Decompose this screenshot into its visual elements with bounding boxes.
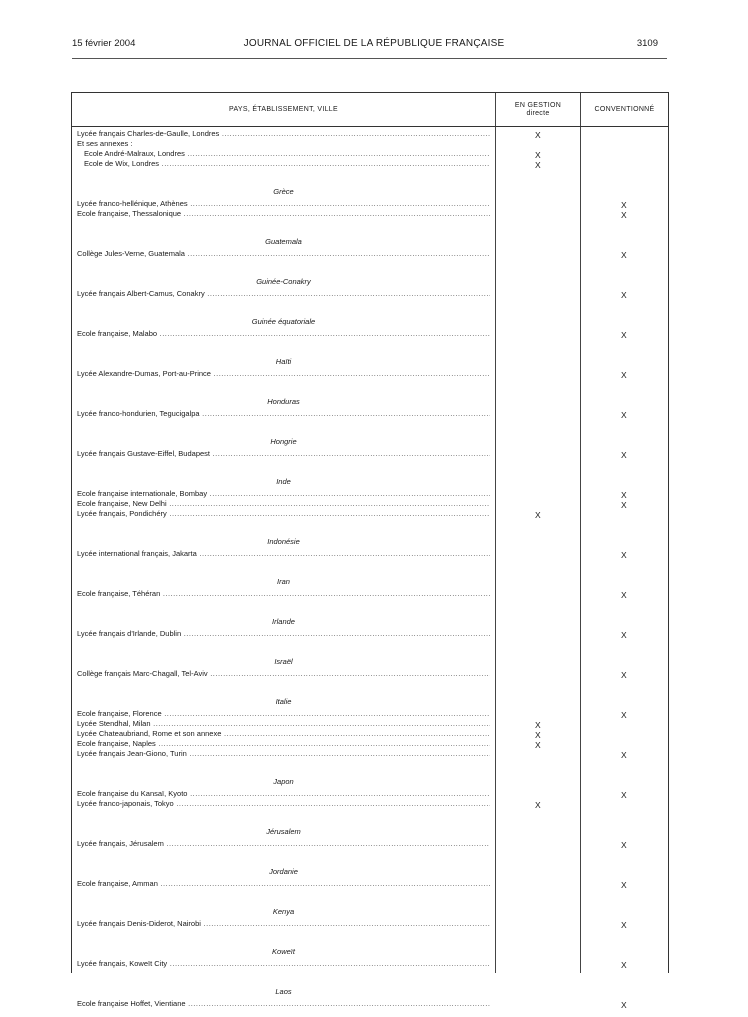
establishment-name: Ecole de Wix, Londres ..... <box>84 159 490 169</box>
conventionne-mark: X <box>621 750 627 760</box>
group-spacer <box>72 219 668 227</box>
conventionne-mark: X <box>621 410 627 420</box>
direct-management-mark: X <box>535 800 541 810</box>
table-row <box>72 799 668 809</box>
country-heading: Honduras <box>267 397 300 406</box>
group-spacer <box>72 639 668 647</box>
column-header-country: PAYS, ÉTABLISSEMENT, VILLE <box>229 106 338 113</box>
country-heading: Jordanie <box>269 867 298 876</box>
table-row <box>72 369 668 379</box>
table-row <box>72 149 668 159</box>
establishment-name: Lycée français Albert-Camus, Conakry ..... <box>77 289 490 299</box>
conventionne-mark: X <box>621 590 627 600</box>
group-spacer <box>72 599 668 607</box>
column-header-conventionne: CONVENTIONNÉ <box>594 106 655 113</box>
group-spacer <box>72 1009 668 1017</box>
group-spacer <box>72 559 668 567</box>
table-row <box>72 919 668 929</box>
group-spacer <box>72 419 668 427</box>
column-header-direct-line1: EN GESTION <box>514 101 562 109</box>
conventionne-mark: X <box>621 370 627 380</box>
direct-management-mark: X <box>535 730 541 740</box>
establishment-name: Lycée français, Pondichéry ..... <box>77 509 490 519</box>
establishment-name: Lycée Alexandre-Dumas, Port-au-Prince ..... <box>77 369 490 379</box>
column-header-direct-line2: directe <box>526 109 550 117</box>
establishment-name: Ecole française, Florence ..... <box>77 709 490 719</box>
direct-management-mark: X <box>535 150 541 160</box>
table-row <box>72 789 668 799</box>
establishment-name: Lycée français, Jérusalem ..... <box>77 839 490 849</box>
conventionne-mark: X <box>621 710 627 720</box>
country-heading: Jérusalem <box>266 827 301 836</box>
conventionne-mark: X <box>621 880 627 890</box>
conventionne-mark: X <box>621 960 627 970</box>
group-spacer <box>72 759 668 767</box>
establishment-name: Ecole française Hoffet, Vientiane ..... <box>77 999 490 1009</box>
table-row <box>72 449 668 459</box>
country-heading: Inde <box>276 477 291 486</box>
header-rule <box>72 58 667 59</box>
country-heading: Kenya <box>272 907 295 916</box>
establishment-name: Ecole française du Kansaï, Kyoto ..... <box>77 789 490 799</box>
establishment-name: Ecole française, Malabo ..... <box>77 329 490 339</box>
conventionne-mark: X <box>621 450 627 460</box>
establishment-name: Lycée franco-hondurien, Tegucigalpa ..... <box>77 409 490 419</box>
group-spacer <box>72 519 668 527</box>
conventionne-mark: X <box>621 200 627 210</box>
establishment-name: Lycée Stendhal, Milan ..... <box>77 719 490 729</box>
conventionne-mark: X <box>621 490 627 500</box>
country-heading: Koweït <box>272 947 295 956</box>
table-row <box>72 159 668 169</box>
establishment-name: Ecole française, Naples ..... <box>77 739 490 749</box>
group-spacer <box>72 259 668 267</box>
conventionne-mark: X <box>621 500 627 510</box>
table-row <box>72 999 668 1009</box>
country-heading: Japon <box>273 777 294 786</box>
group-spacer <box>72 929 668 937</box>
establishment-name: Lycée français, Koweït City ..... <box>77 959 490 969</box>
group-spacer <box>72 849 668 857</box>
country-heading: Israël <box>274 657 293 666</box>
group-spacer <box>72 969 668 977</box>
table-row <box>72 739 668 749</box>
table-row <box>72 329 668 339</box>
country-heading: Indonésie <box>267 537 300 546</box>
table-row <box>72 289 668 299</box>
table-row <box>72 879 668 889</box>
establishment-name: Collège français Marc-Chagall, Tel-Aviv ..... <box>77 669 490 679</box>
group-spacer <box>72 299 668 307</box>
group-spacer <box>72 679 668 687</box>
establishment-name: Lycée français Jean-Giono, Turin ..... <box>77 749 490 759</box>
establishment-name: Ecole française, Thessalonique ..... <box>77 209 490 219</box>
establishment-name: Ecole française, New Delhi ..... <box>77 499 490 509</box>
conventionne-mark: X <box>621 210 627 220</box>
table-row <box>72 959 668 969</box>
establishment-name: Lycée français Gustave-Eiffel, Budapest ..... <box>77 449 490 459</box>
establishment-name: Lycée français Charles-de-Gaulle, Londres ..... <box>77 129 490 139</box>
direct-management-mark: X <box>535 510 541 520</box>
establishment-name: Lycée international français, Jakarta ..... <box>77 549 490 559</box>
table-row <box>72 719 668 729</box>
table-row <box>72 589 668 599</box>
table-row <box>72 629 668 639</box>
conventionne-mark: X <box>621 290 627 300</box>
table-row <box>72 129 668 139</box>
establishment-name: Ecole André-Malraux, Londres ..... <box>84 149 490 159</box>
country-heading: Guatemala <box>265 237 302 246</box>
table-row <box>72 489 668 499</box>
establishment-name: Lycée Chateaubriand, Rome et son annexe ..... <box>77 729 490 739</box>
table-row <box>72 499 668 509</box>
country-heading: Italie <box>275 697 292 706</box>
conventionne-mark: X <box>621 550 627 560</box>
column-header-direct <box>496 93 580 126</box>
table-row <box>72 549 668 559</box>
table-row <box>72 409 668 419</box>
group-spacer <box>72 459 668 467</box>
direct-management-mark: X <box>535 720 541 730</box>
direct-management-mark: X <box>535 160 541 170</box>
conventionne-mark: X <box>621 250 627 260</box>
country-heading: Guinée équatoriale <box>251 317 316 326</box>
table-row <box>72 139 668 149</box>
country-heading: Iran <box>277 577 290 586</box>
country-heading: Guinée-Conakry <box>256 277 311 286</box>
direct-management-mark: X <box>535 740 541 750</box>
country-heading: Laos <box>275 987 292 996</box>
establishment-name: Ecole française, Amman ..... <box>77 879 490 889</box>
group-spacer <box>72 339 668 347</box>
group-spacer <box>72 809 668 817</box>
conventionne-mark: X <box>621 330 627 340</box>
conventionne-mark: X <box>621 920 627 930</box>
establishment-name: Lycée franco-japonais, Tokyo ..... <box>77 799 490 809</box>
table-row <box>72 669 668 679</box>
conventionne-mark: X <box>621 840 627 850</box>
country-heading: Irlande <box>272 617 295 626</box>
table-row <box>72 839 668 849</box>
header-date: 15 février 2004 <box>72 38 136 49</box>
establishment-name: Et ses annexes : <box>77 139 133 148</box>
page-number: 3109 <box>636 38 658 49</box>
establishment-name: Lycée français d'Irlande, Dublin ..... <box>77 629 490 639</box>
direct-management-mark: X <box>535 130 541 140</box>
establishment-name: Lycée franco-hellénique, Athènes ..... <box>77 199 490 209</box>
table-row <box>72 749 668 759</box>
table-row <box>72 729 668 739</box>
header-separator <box>72 126 668 127</box>
establishment-name: Collège Jules-Verne, Guatemala ..... <box>77 249 490 259</box>
conventionne-mark: X <box>621 630 627 640</box>
table-row <box>72 709 668 719</box>
schools-table <box>71 92 669 1010</box>
establishment-name: Lycée français Denis-Diderot, Nairobi ..... <box>77 919 490 929</box>
conventionne-mark: X <box>621 790 627 800</box>
country-heading: Hongrie <box>270 437 297 446</box>
country-heading: Grèce <box>273 187 294 196</box>
table-row <box>72 209 668 219</box>
table-body <box>72 129 668 1017</box>
establishment-name: Ecole française, Téhéran ..... <box>77 589 490 599</box>
conventionne-mark: X <box>621 670 627 680</box>
country-heading: Haïti <box>275 357 292 366</box>
conventionne-mark: X <box>621 1000 627 1010</box>
group-spacer <box>72 889 668 897</box>
group-spacer <box>72 169 668 177</box>
journal-title: JOURNAL OFFICIEL DE LA RÉPUBLIQUE FRANÇAISE <box>243 38 505 49</box>
table-row <box>72 249 668 259</box>
table-row <box>72 509 668 519</box>
table-row <box>72 199 668 209</box>
establishment-name: Ecole française internationale, Bombay ..... <box>77 489 490 499</box>
group-spacer <box>72 379 668 387</box>
